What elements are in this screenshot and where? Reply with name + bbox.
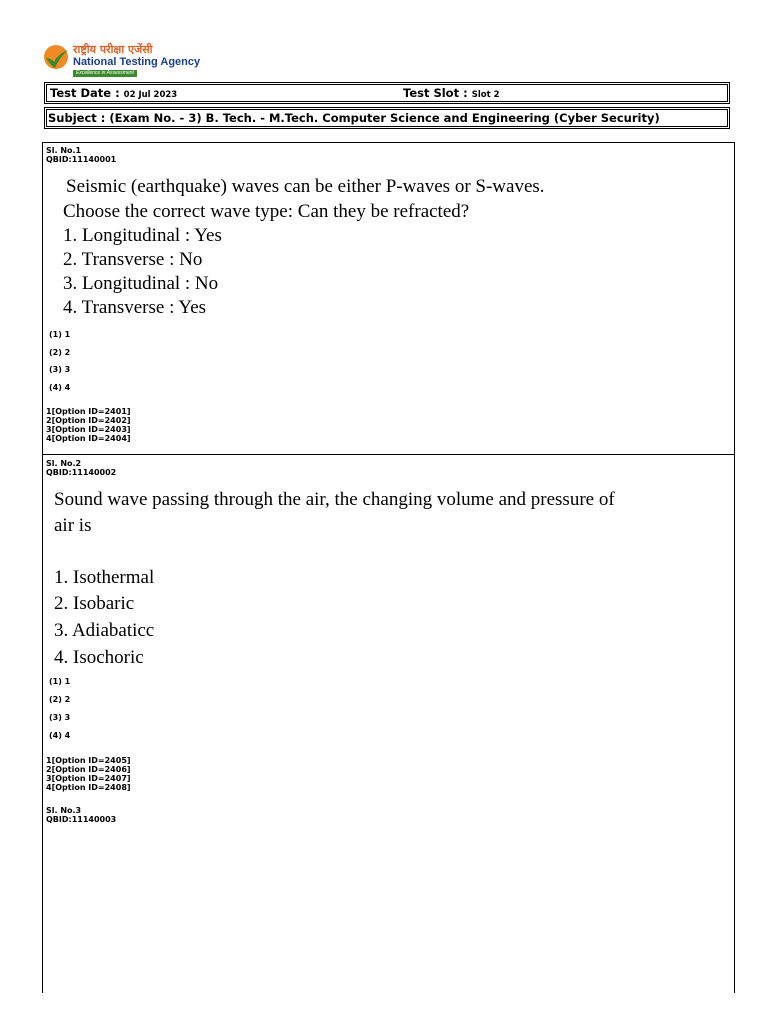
nta-logo	[43, 42, 243, 82]
answer-choice: (1) 1	[49, 677, 71, 686]
question-stem-line: Choose the correct wave type: Can they be refracted?	[63, 201, 470, 222]
answer-choice: (3) 3	[49, 713, 71, 722]
option-id: 2[Option ID=2402]	[46, 416, 131, 425]
question-serial: Sl. No.3	[46, 806, 82, 815]
subject-title: Subject : (Exam No. - 3) B. Tech. - M.Tech. Computer Science and Engineering (Cyber Security)	[48, 111, 660, 125]
question-serial: Sl. No.1	[46, 146, 82, 155]
option-id: 3[Option ID=2407]	[46, 774, 131, 783]
question-stem-line: Seismic (earthquake) waves can be either P-waves or S-waves.	[66, 176, 545, 197]
option-id: 1[Option ID=2401]	[46, 407, 131, 416]
agency-name-hindi: राष्ट्रीय परीक्षा एजेंसी	[73, 43, 153, 56]
option-id: 4[Option ID=2404]	[46, 434, 131, 443]
option-id: 4[Option ID=2408]	[46, 783, 131, 792]
option-id: 3[Option ID=2403]	[46, 425, 131, 434]
option-id: 1[Option ID=2405]	[46, 756, 131, 765]
question-option: 3. Longitudinal : No	[63, 273, 219, 294]
subject-row	[44, 107, 730, 129]
answer-choice: (2) 2	[49, 348, 71, 357]
agency-tagline: Excellence in Assessment	[73, 70, 137, 77]
question-qbid: QBID:11140001	[46, 155, 117, 164]
answer-choice: (2) 2	[49, 695, 71, 704]
answer-choice: (4) 4	[49, 383, 71, 392]
test-info-row	[44, 82, 730, 104]
test-slot	[403, 86, 500, 100]
agency-name-english: National Testing Agency	[73, 56, 201, 68]
test-slot-label: Test Slot :	[403, 86, 472, 100]
question-option: 2. Isobaric	[54, 593, 135, 614]
question-divider	[42, 454, 734, 455]
question-option: 3. Adiabaticc	[54, 620, 155, 641]
question-qbid: QBID:11140003	[46, 815, 117, 824]
question-serial: Sl. No.2	[46, 459, 82, 468]
question-option: 4. Isochoric	[54, 647, 144, 668]
question-option: 1. Isothermal	[54, 567, 155, 588]
answer-choice: (4) 4	[49, 731, 71, 740]
test-slot-value: Slot 2	[471, 90, 500, 100]
answer-choice: (3) 3	[49, 365, 71, 374]
question-qbid: QBID:11140002	[46, 468, 117, 477]
test-date	[50, 86, 177, 100]
test-date-value: 02 Jul 2023	[123, 90, 178, 100]
question-stem-line: Sound wave passing through the air, the changing volume and pressure of	[54, 489, 615, 510]
question-option: 4. Transverse : Yes	[63, 297, 207, 318]
answer-choice: (1) 1	[49, 330, 71, 339]
question-stem-line: air is	[54, 515, 92, 536]
option-id: 2[Option ID=2406]	[46, 765, 131, 774]
checkmark-logo-icon	[43, 44, 69, 70]
question-option: 1. Longitudinal : Yes	[63, 225, 222, 246]
question-option: 2. Transverse : No	[63, 249, 203, 270]
test-date-label: Test Date :	[50, 86, 124, 100]
